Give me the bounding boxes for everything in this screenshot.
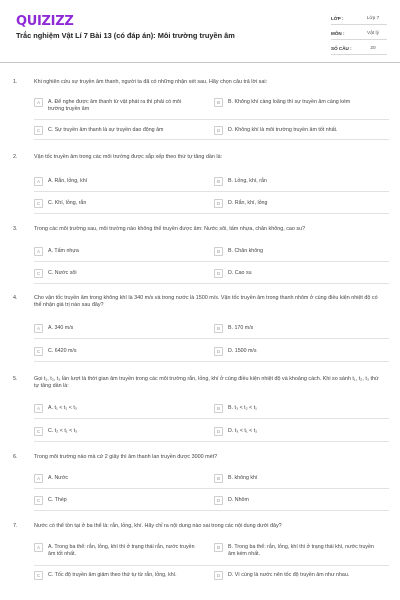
- option-text: C. t₂ < t₁ < t₃: [48, 428, 78, 434]
- option-a[interactable]: [34, 99, 198, 113]
- option-text: D. Rắn, khí, lỏng: [228, 200, 268, 206]
- option-divider: [34, 261, 389, 262]
- meta-row-count: [331, 42, 387, 55]
- option-text: A. Nước: [48, 475, 68, 481]
- option-b[interactable]: [214, 405, 378, 413]
- option-d[interactable]: [214, 270, 378, 278]
- option-d[interactable]: [214, 428, 378, 436]
- option-letter-box: C: [34, 427, 43, 436]
- option-c[interactable]: [34, 270, 198, 278]
- quizizz-logo: QUIZIZZ: [16, 14, 74, 29]
- option-divider: [34, 361, 389, 362]
- question-text: Vận tốc truyền âm trong các môi trường được sắp xếp theo thứ tự tăng dần là:: [34, 154, 223, 160]
- option-text: C. Thép: [48, 497, 67, 503]
- option-text: D. 1500 m/s: [228, 348, 257, 354]
- option-d[interactable]: [214, 127, 378, 135]
- option-text: C. 6420 m/s: [48, 348, 77, 354]
- option-letter-box: B: [214, 247, 223, 256]
- option-letter-box: C: [34, 269, 43, 278]
- option-text: C. Sự truyền âm thanh là sự truyền dao động âm: [48, 127, 164, 133]
- option-b[interactable]: [214, 475, 378, 483]
- option-c[interactable]: [34, 497, 198, 505]
- option-letter-box: B: [214, 404, 223, 413]
- option-letter-box: C: [34, 571, 43, 580]
- meta-label: LỚP :: [331, 15, 344, 21]
- option-divider: [34, 565, 389, 566]
- option-a[interactable]: [34, 405, 198, 413]
- option-letter-box: A: [34, 247, 43, 256]
- option-c[interactable]: [34, 348, 198, 356]
- option-text: D. Nhôm: [228, 497, 249, 503]
- question-number: 2.: [13, 154, 18, 160]
- option-text: B. t₃ < t₂ < t₁: [228, 405, 257, 411]
- option-text: C. Khí, lỏng, rắn: [48, 200, 87, 206]
- option-text: B. Không khí càng loãng thì sự truyền âm càng kém: [228, 99, 351, 105]
- option-b[interactable]: [214, 248, 378, 256]
- option-text: D. Không khí là môi trường truyền âm tốt nhất.: [228, 127, 338, 133]
- option-letter-box: B: [214, 474, 223, 483]
- option-text: A. Tấm nhựa: [48, 248, 79, 254]
- option-divider: [34, 510, 389, 511]
- option-d[interactable]: [214, 572, 378, 580]
- question-text: Nước có thể tồn tại ở ba thể là: rắn, lỏng, khí. Hãy chỉ ra nội dung nào sai trong các nội dung dưới đây?: [34, 523, 282, 529]
- option-letter-box: C: [34, 496, 43, 505]
- option-letter-box: A: [34, 543, 43, 552]
- page-title: Trắc nghiệm Vật Lí 7 Bài 13 (có đáp án): Môi trường truyền âm: [16, 31, 235, 40]
- meta-row-subject: [331, 27, 387, 40]
- option-text: D. Vì cùng là nước nên tốc độ truyền âm như nhau.: [228, 572, 350, 578]
- option-text: C. Tốc độ truyền âm giảm theo thứ tự từ rắn, lỏng, khí.: [48, 572, 177, 578]
- question-text: Trong môi trường nào mà cứ 2 giây thì âm thanh lan truyền được 3000 mét?: [34, 454, 218, 460]
- option-letter-box: A: [34, 404, 43, 413]
- header-divider: [0, 62, 400, 63]
- option-divider: [34, 441, 389, 442]
- option-letter-box: B: [214, 98, 223, 107]
- option-d[interactable]: [214, 497, 378, 505]
- option-text: B. Lỏng, khí, rắn: [228, 178, 267, 184]
- option-letter-box: C: [34, 199, 43, 208]
- option-letter-box: D: [214, 496, 223, 505]
- option-letter-box: D: [214, 199, 223, 208]
- question-number: 6.: [13, 454, 18, 460]
- option-text: A. t₁ < t₂ < t₃: [48, 405, 77, 411]
- option-divider: [34, 139, 389, 140]
- meta-label: SỐ CÂU :: [331, 45, 352, 51]
- meta-value: 20: [370, 45, 376, 51]
- option-letter-box: C: [34, 126, 43, 135]
- option-letter-box: C: [34, 347, 43, 356]
- option-text: B. Chân không: [228, 248, 264, 254]
- option-divider: [34, 338, 389, 339]
- question-text: Gọi t₁, t₂, t₃ lần lượt là thời gian âm truyền trong các môi trường rắn, lỏng, khí ở cùng điều kiện nhiệt độ và khoảng cách. Khi so sánh t₁, t₂, t₃ thứ tự tăng dần là:: [34, 376, 379, 390]
- option-c[interactable]: [34, 127, 198, 135]
- option-text: A. Để nghe được âm thanh từ vật phát ra thì phải có môi trường truyền âm: [48, 99, 182, 112]
- option-a[interactable]: [34, 178, 198, 186]
- question-text: Trong các môi trường sau, môi trường nào không thể truyền được âm: Nước sôi, tấm nhựa, chân không, cao su?: [34, 226, 306, 232]
- option-text: A. Trong ba thể: rắn, lỏng, khí thì ở trạng thái rắn, nước truyền âm tốt nhất.: [48, 544, 195, 557]
- option-letter-box: A: [34, 98, 43, 107]
- option-divider: [34, 418, 389, 419]
- option-divider: [34, 283, 389, 284]
- question-number: 5.: [13, 376, 18, 382]
- option-letter-box: D: [214, 126, 223, 135]
- option-letter-box: A: [34, 474, 43, 483]
- meta-value: Lớp 7: [366, 15, 380, 21]
- option-divider: [34, 191, 389, 192]
- option-c[interactable]: [34, 572, 198, 580]
- option-b[interactable]: [214, 99, 378, 107]
- option-text: D. Cao su: [228, 270, 252, 276]
- option-text: B. không khí: [228, 475, 258, 481]
- option-divider: [34, 488, 389, 489]
- meta-row-class: [331, 12, 387, 25]
- option-text: C. Nước sôi: [48, 270, 77, 276]
- option-text: D. t₃ < t₁ < t₂: [228, 428, 258, 434]
- option-divider: [34, 119, 389, 120]
- option-letter-box: A: [34, 177, 43, 186]
- option-a[interactable]: [34, 248, 198, 256]
- option-text: B. Trong ba thể: rắn, lỏng, khí thì ở trạng thái khí, nước truyền âm kém nhất.: [228, 544, 374, 557]
- option-a[interactable]: [34, 325, 198, 333]
- option-letter-box: D: [214, 427, 223, 436]
- option-d[interactable]: [214, 348, 378, 356]
- option-letter-box: D: [214, 571, 223, 580]
- option-c[interactable]: [34, 200, 198, 208]
- option-b[interactable]: [214, 178, 378, 186]
- option-text: B. 170 m/s: [228, 325, 254, 331]
- question-number: 7.: [13, 523, 18, 529]
- option-d[interactable]: [214, 200, 378, 208]
- option-b[interactable]: [214, 325, 378, 333]
- meta-label: MÔN :: [331, 30, 345, 36]
- option-letter-box: A: [34, 324, 43, 333]
- option-letter-box: B: [214, 324, 223, 333]
- meta-panel: [331, 12, 387, 57]
- question-number: 4.: [13, 295, 18, 301]
- option-b[interactable]: [214, 544, 378, 558]
- question-text: Khi nghiên cứu sự truyền âm thanh, người ta đã có những nhận xét sau. Hãy chọn câu trả lời sai:: [34, 79, 268, 85]
- question-number: 1.: [13, 79, 18, 85]
- option-letter-box: D: [214, 347, 223, 356]
- option-letter-box: D: [214, 269, 223, 278]
- option-text: A. 340 m/s: [48, 325, 74, 331]
- option-text: A. Rắn, lỏng, khí: [48, 178, 88, 184]
- option-letter-box: B: [214, 177, 223, 186]
- option-divider: [34, 213, 389, 214]
- option-c[interactable]: [34, 428, 198, 436]
- meta-value: Vật lý: [367, 30, 379, 36]
- option-letter-box: B: [214, 543, 223, 552]
- question-text: Cho vận tốc truyền âm trong không khí là 340 m/s và trong nước là 1500 m/s. Vận tốc truyền âm trong thanh nhôm ở cùng điều kiện nhiệt độ có thể nhận giá trị nào sau đây?: [34, 295, 378, 309]
- option-a[interactable]: [34, 544, 198, 558]
- option-a[interactable]: [34, 475, 198, 483]
- question-number: 3.: [13, 226, 18, 232]
